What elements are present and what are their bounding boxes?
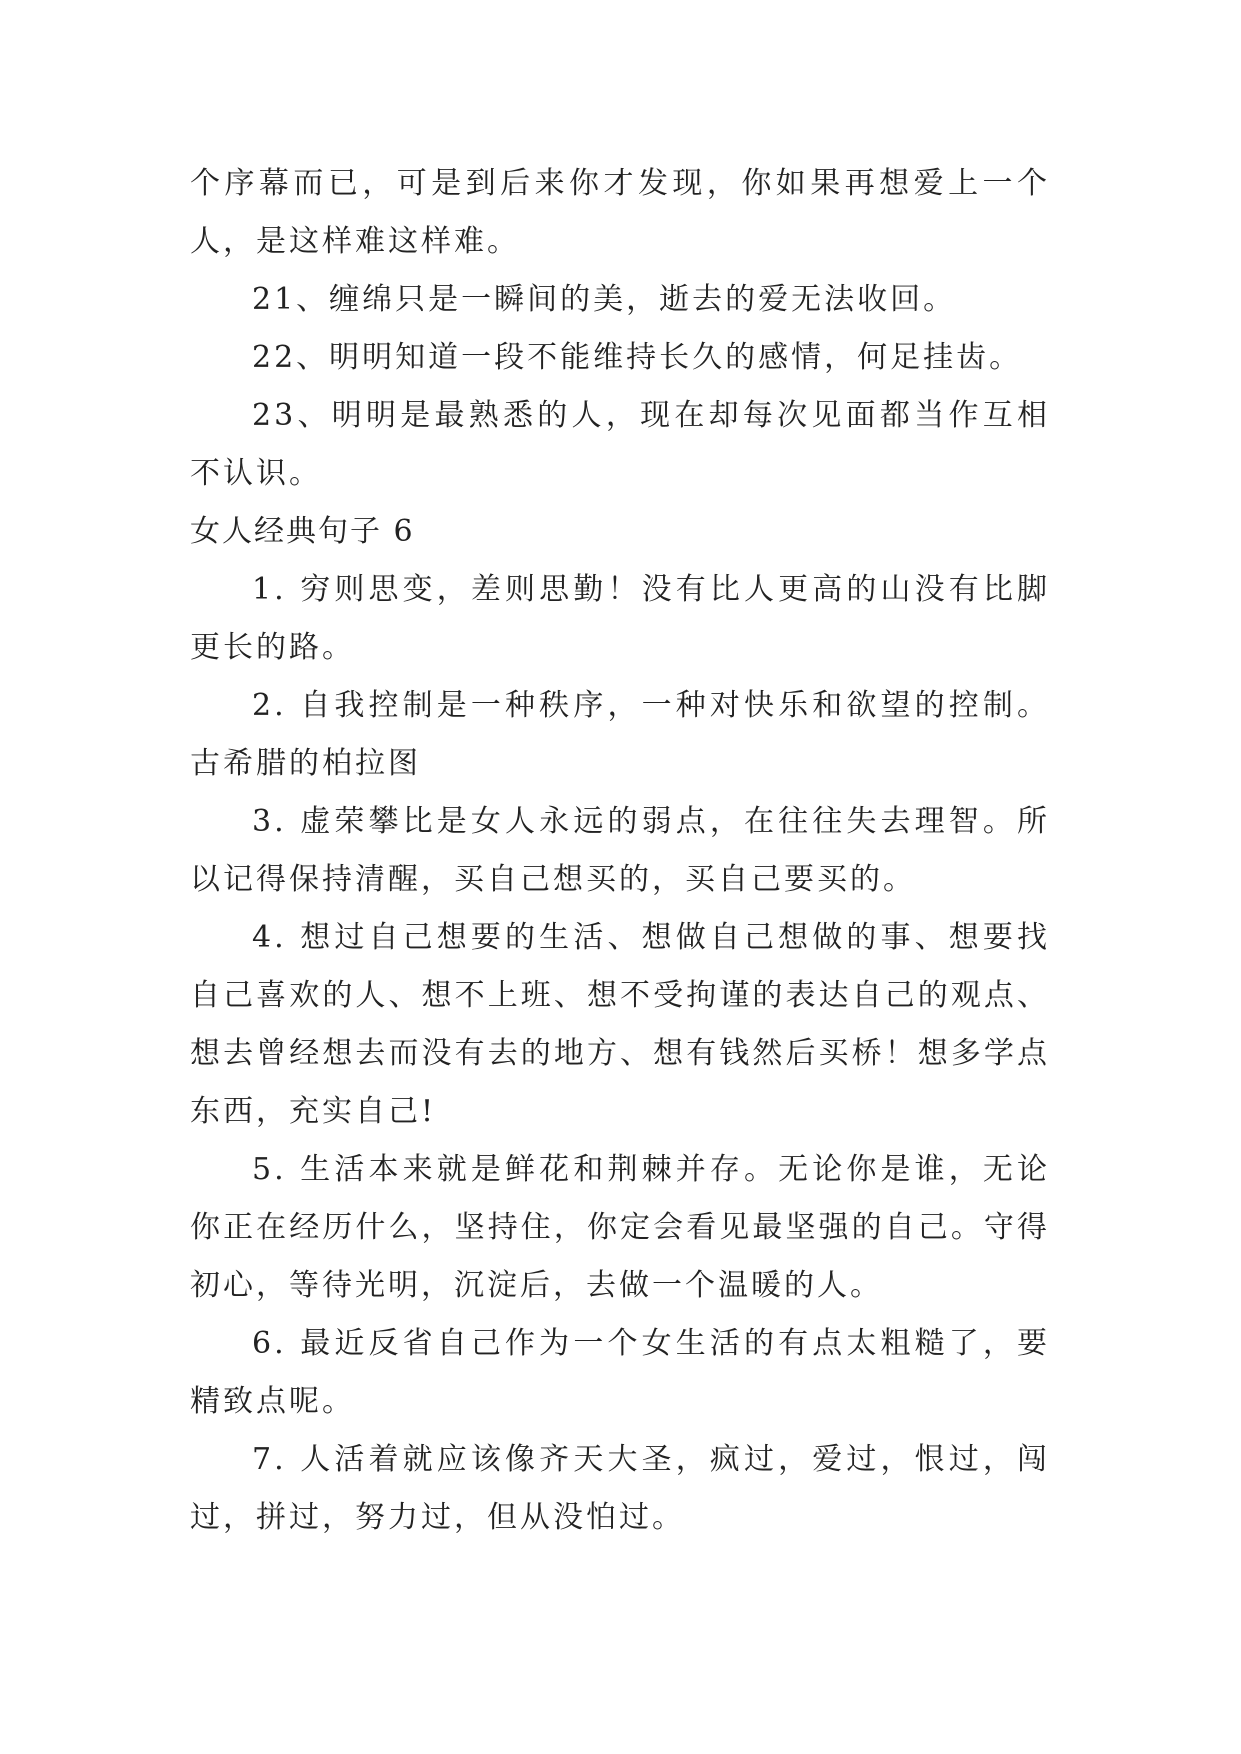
section-heading: 女人经典句子 6 [190,514,415,549]
list-item-23: 23、明明是最熟悉的人，现在却每次见面都当作互相不认识。 [190,398,1050,491]
list-item-21: 21、缠绵只是一瞬间的美，逝去的爱无法收回。 [252,282,957,317]
list-item-3: 3. 虚荣攀比是女人永远的弱点，在往往失去理智。所以记得保持清醒，买自己想买的，买自己要买的。 [190,804,1050,897]
document-body [190,155,1050,1547]
list-item-22: 22、明明知道一段不能维持长久的感情，何足挂齿。 [252,340,1023,375]
list-item-5: 5. 生活本来就是鲜花和荆棘并存。无论你是谁，无论你正在经历什么，坚持住，你定会看见最坚强的自己。守得初心，等待光明，沉淀后，去做一个温暖的人。 [190,1152,1050,1303]
list-item-7: 7. 人活着就应该像齐天大圣，疯过，爱过，恨过，闯过，拼过，努力过，但从没怕过。 [190,1442,1050,1535]
list-item-6: 6. 最近反省自己作为一个女生活的有点太粗糙了，要精致点呢。 [190,1326,1050,1419]
list-item-2: 2. 自我控制是一种秩序，一种对快乐和欲望的控制。古希腊的柏拉图 [190,688,1050,781]
list-item-1: 1. 穷则思变，差则思勤！没有比人更高的山没有比脚更长的路。 [190,572,1050,665]
paragraph-continuation: 个序幕而已，可是到后来你才发现，你如果再想爱上一个人，是这样难这样难。 [190,166,1050,259]
list-item-4: 4. 想过自己想要的生活、想做自己想做的事、想要找自己喜欢的人、想不上班、想不受拘谨的表达自己的观点、想去曾经想去而没有去的地方、想有钱然后买桥！想多学点东西，充实自己! [190,920,1050,1129]
